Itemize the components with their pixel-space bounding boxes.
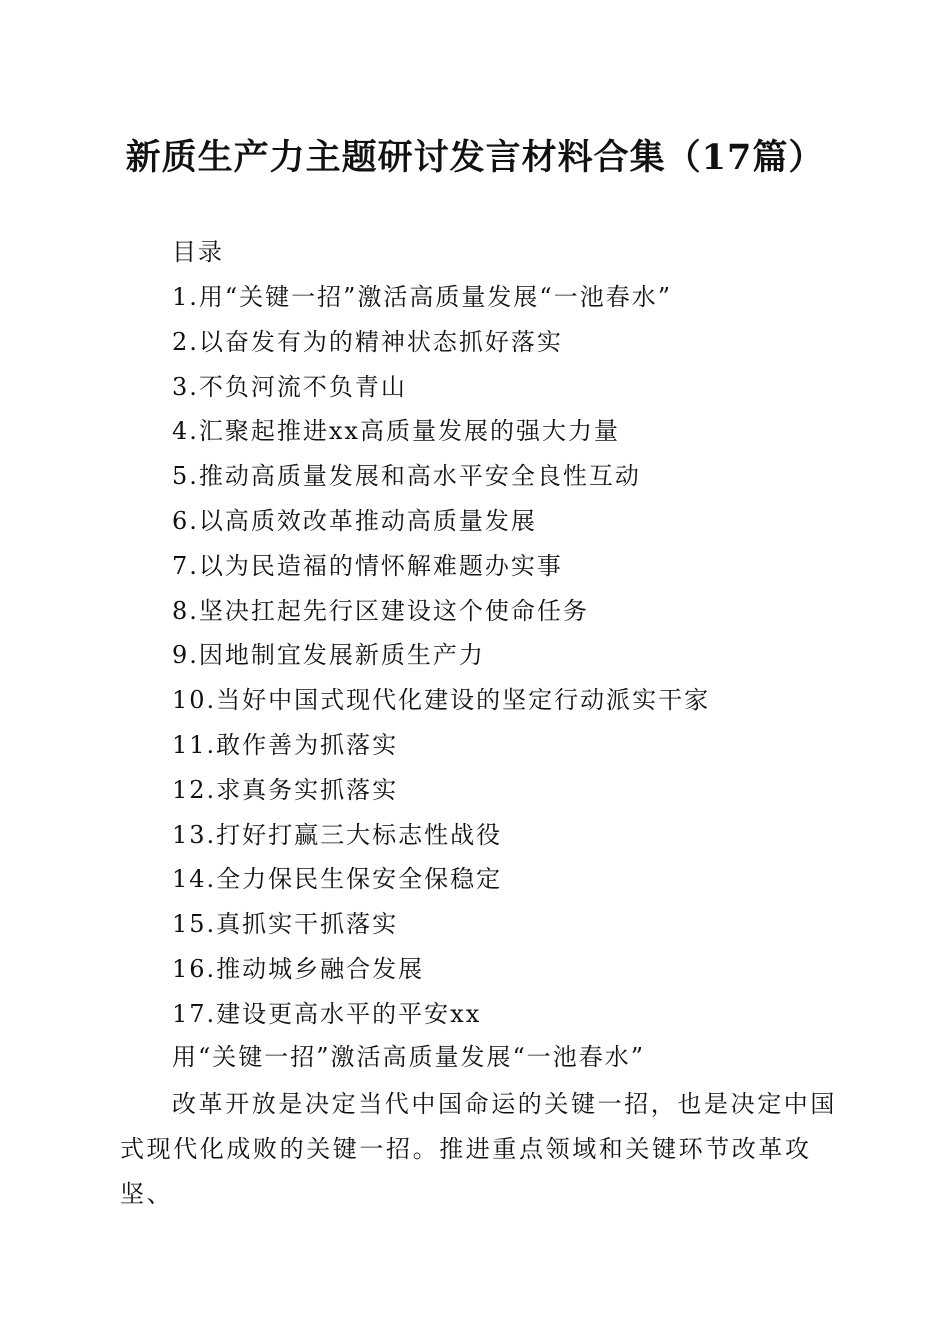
toc-item: 9.因地制宜发展新质生产力: [172, 641, 485, 670]
toc-item: 12.求真务实抓落实: [172, 775, 399, 804]
toc-item: 1.用“关键一招”激活高质量发展“一池春水”: [172, 283, 672, 311]
toc-item: 2.以奋发有为的精神状态抓好落实: [172, 327, 563, 356]
document-title: 新质生产力主题研讨发言材料合集（17篇）: [125, 137, 825, 178]
toc-item: 13.打好打赢三大标志性战役: [172, 820, 503, 849]
toc-list: [172, 277, 710, 1039]
toc-item: 14.全力保民生保安全保稳定: [172, 865, 503, 894]
toc-item: 15.真抓实干抓落实: [172, 910, 399, 939]
toc-item: 10.当好中国式现代化建设的坚定行动派实干家: [172, 686, 711, 715]
toc-item: 3.不负河流不负青山: [172, 372, 407, 401]
toc-item: 11.敢作善为抓落实: [172, 730, 399, 759]
toc-item: 7.以为民造福的情怀解难题办实事: [172, 551, 563, 580]
toc-item: 5.推动高质量发展和高水平安全良性互动: [172, 462, 641, 491]
section-title: 用“关键一招”激活高质量发展“一池春水”: [172, 1043, 646, 1071]
toc-item: 17.建设更高水平的平安xx: [172, 999, 482, 1028]
toc-item: 16.推动城乡融合发展: [172, 954, 425, 983]
toc-item: 8.坚决扛起先行区建设这个使命任务: [172, 596, 589, 625]
body-paragraph: 改革开放是决定当代中国命运的关键一招，也是决定中国式现代化成败的关键一招。推进重点领域和关键环节改革攻坚、: [120, 1090, 837, 1208]
toc-item: 4.汇聚起推进xx高质量发展的强大力量: [172, 417, 620, 446]
toc-heading: 目录: [172, 238, 224, 266]
toc-item: 6.以高质效改革推动高质量发展: [172, 506, 537, 535]
